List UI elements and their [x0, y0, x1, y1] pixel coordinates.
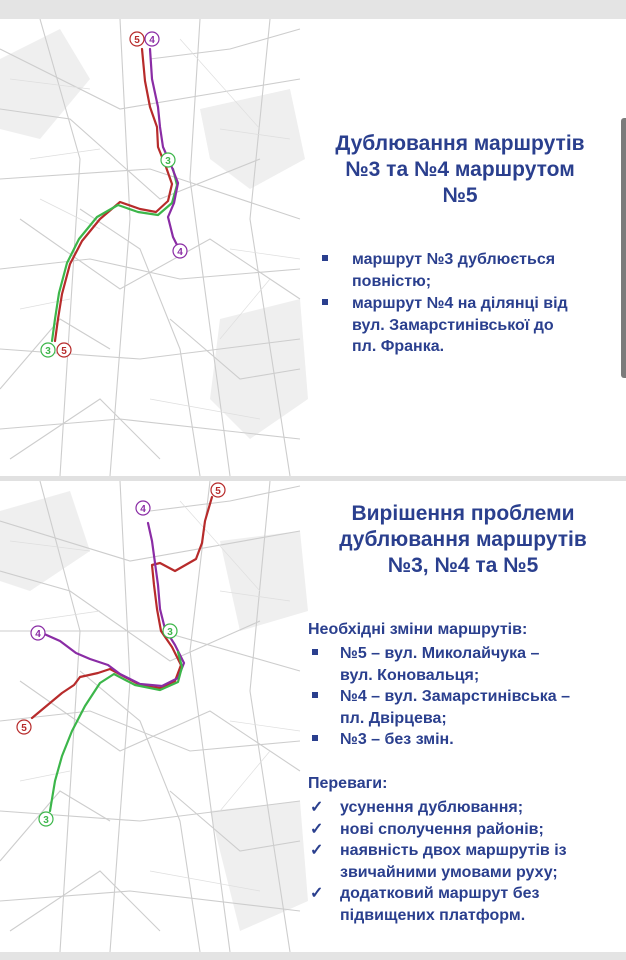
check-mark-icon: ✓ [310, 799, 324, 816]
scroll-handle[interactable] [621, 118, 626, 378]
changes-heading: Необхідні зміни маршрутів: [308, 621, 528, 638]
slide-title [310, 131, 610, 209]
slide-duplication [0, 19, 626, 476]
list-item-text: підвищених платформ. [340, 906, 526, 924]
list-item [310, 819, 620, 841]
title-line: Дублювання маршрутів [335, 132, 585, 155]
route-map-current [0, 19, 310, 476]
list-item-text: пл. Франка. [352, 338, 445, 355]
title-line: №5 [442, 184, 478, 207]
list-item-text: повністю; [352, 272, 432, 290]
list-item-text: звичайними умовами руху; [340, 863, 558, 881]
slide-solution [0, 481, 626, 952]
route-label-5: 5 [21, 723, 27, 734]
square-bullet-icon [322, 299, 328, 305]
list-item-text: №3 – без змін. [340, 731, 454, 748]
route-label-4: 4 [35, 629, 41, 640]
list-item [340, 686, 616, 729]
square-bullet-icon [322, 255, 328, 261]
title-line: №3, №4 та №5 [387, 554, 539, 577]
route-label-5: 5 [61, 346, 67, 357]
list-item-text: №5 – вул. Миколайчука – [340, 645, 540, 662]
bottom-strip [0, 952, 626, 960]
route-label-4: 4 [140, 504, 146, 515]
list-item [352, 249, 614, 292]
route-3-line [52, 169, 177, 341]
list-item-text: вул. Коновальця; [340, 666, 480, 684]
check-mark-icon: ✓ [310, 885, 324, 902]
check-mark-icon: ✓ [310, 842, 324, 859]
list-item-text: вул. Замарстинівської до [352, 316, 554, 334]
list-item-text: наявність двох маршрутів із [340, 842, 567, 859]
benefits-heading: Переваги: [308, 775, 388, 792]
route-label-5: 5 [215, 486, 221, 497]
duplication-list [352, 249, 614, 359]
benefits-list [310, 797, 620, 926]
route-label-4: 4 [149, 35, 155, 46]
title-line: №3 та №4 маршрутом [345, 158, 575, 181]
square-bullet-icon [312, 692, 318, 698]
title-line: Вирішення проблеми [351, 502, 575, 525]
list-item-text: маршрут №3 дублюється [352, 251, 556, 268]
list-item-text: нові сполучення районів; [340, 820, 544, 838]
list-item [310, 797, 620, 819]
route-label-3: 3 [165, 156, 171, 167]
route-label-3: 3 [45, 346, 51, 357]
route-label-3: 3 [167, 627, 173, 638]
list-item-text: №4 – вул. Замарстинівська – [340, 688, 571, 705]
route-4-line [150, 49, 178, 247]
list-item [340, 643, 616, 686]
route-label-3: 3 [43, 815, 49, 826]
route-map-proposed [0, 481, 310, 952]
list-item [310, 840, 620, 883]
list-item-text: усунення дублювання; [340, 799, 524, 816]
route-label-4: 4 [177, 247, 183, 258]
list-item [352, 293, 614, 358]
title-line: дублювання маршрутів [339, 528, 587, 551]
square-bullet-icon [312, 735, 318, 741]
list-item-text: маршрут №4 на ділянці від [352, 295, 568, 312]
check-mark-icon: ✓ [310, 820, 324, 838]
top-strip [0, 0, 626, 19]
slide-title [310, 501, 616, 579]
changes-list [340, 643, 616, 751]
route-label-5: 5 [134, 35, 140, 46]
list-item [310, 883, 620, 926]
list-item-text: пл. Двірцева; [340, 709, 447, 727]
square-bullet-icon [312, 649, 318, 655]
list-item-text: додатковий маршрут без [340, 885, 540, 902]
list-item [340, 729, 616, 751]
